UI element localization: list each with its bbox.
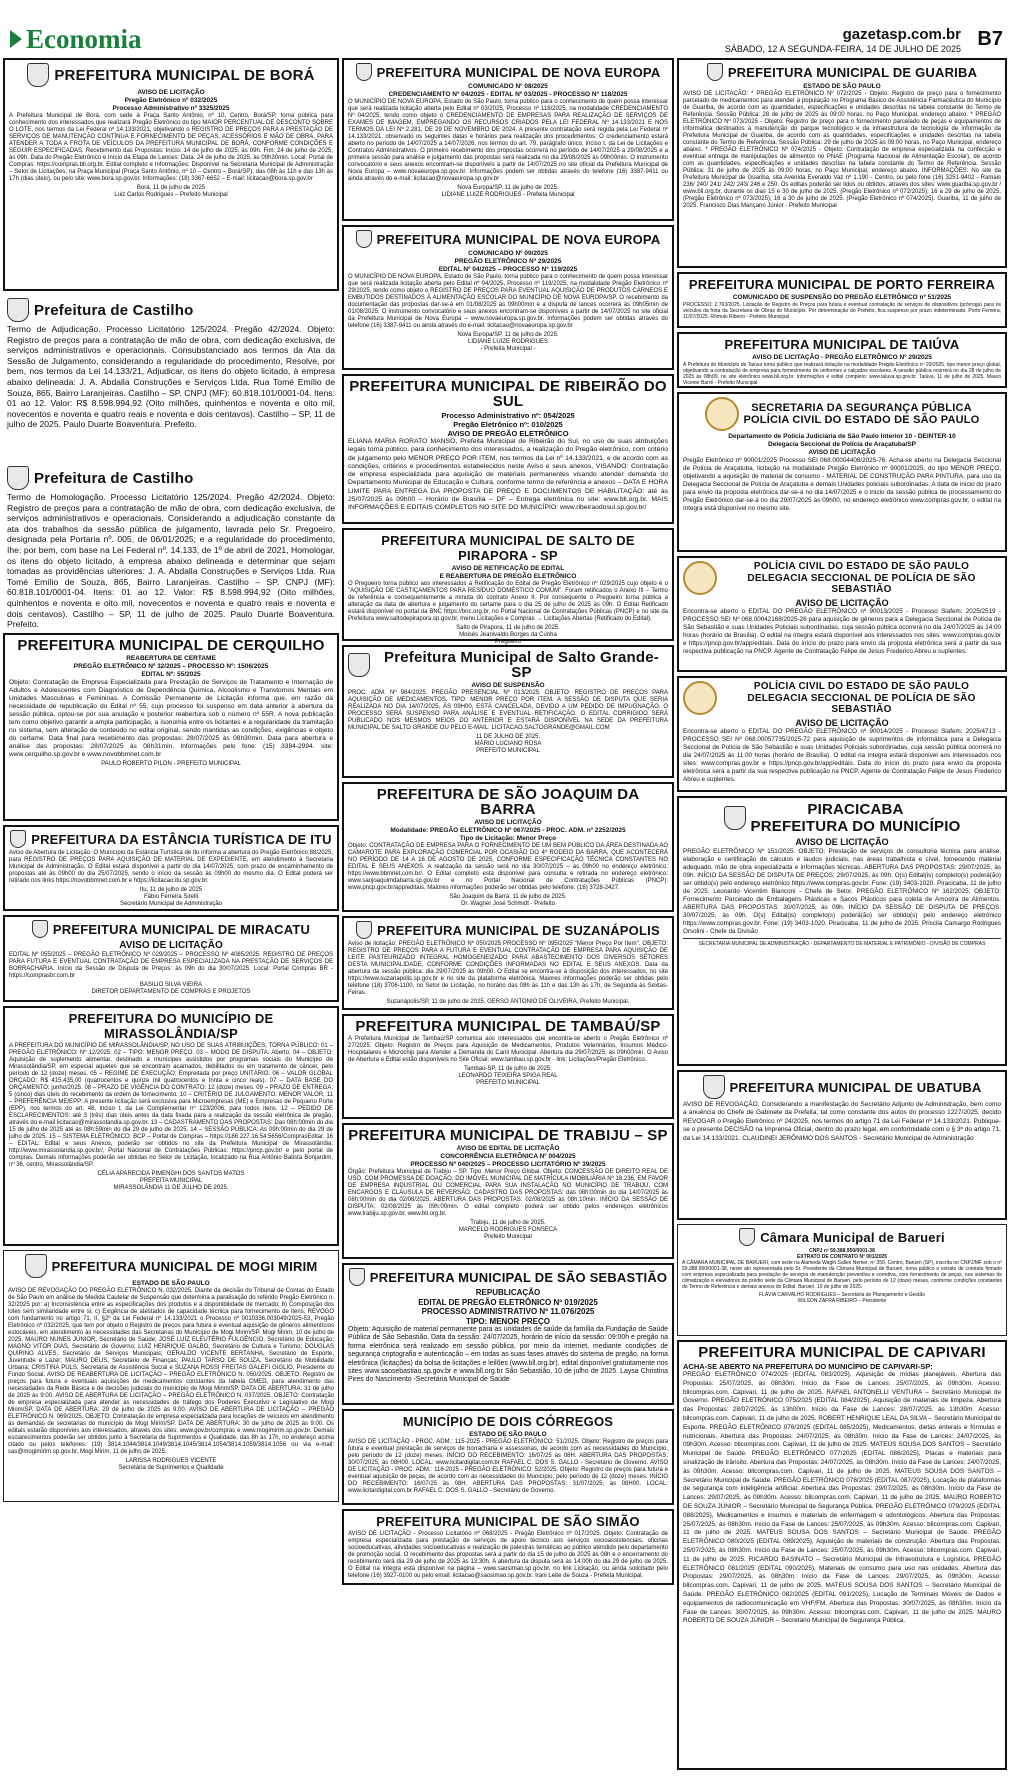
notice-signature: 11 DE JULHO DE 2025. MÁRIO LUCIANO ROSA PREFEITO MUNICIPAL	[474, 734, 542, 754]
notice-title: PREFEITURA MUNICIPAL DE NOVA EUROPA	[348, 63, 668, 81]
notice-body: Aviso de licitação: PREGÃO ELETRÔNICO Nº 050/2025 PROCESSO Nº 095/2025 "Menor Preço Por Item". OBJETO: REGISTRO DE PREÇOS PARA A FUTURA E EVENTUAL CONTRATAÇÃO DE EMPRESA PARA AQUISIÇÃO DE LEITE PASTEURIZADO INTEGRAL HOMOGENEIZADO PARA ABASTECIMENTO DOS DIVERSOS SETORES DESTA MUNICIPALIDADE, CONFORME CONDIÇÕES INFORMADAS NO EDITAL E SEUS ANEXOS. Data da abertura da sessão pública: dia 29/07/2025 às 09h00. O Edital se encontra-se à disposição dos interessados, no site https://www.suzanapolis.sp.gov.br e no site da plataforma eletrônica. Maiores informações poderão ser obtidas pelo telefone (18) 3706-1100, no Setor de Licitação, no horário das 08h às 11h e das 13h às 17h, de Segunda às Sextas-Feiras.	[348, 941, 668, 996]
notice-subtitle: COMUNICADO Nº 09/2025 PREGÃO ELETRÔNICO Nº 29/2025 EDITAL Nº 04/2025 – PROCESSO Nº 119/2025	[438, 250, 578, 273]
notice-castilho-adjudicacao	[3, 295, 339, 459]
notice-body: A Prefeitura Municipal de Borá, com sede à Praça Santo Antônio, nº 10, Centro, Borá/SP, torna pública para conhecimento dos interessados que realizará Pregão Eletrônico do tipo MAIOR PERCENTUAL DE DESCONTO SOBRE O LOTE, nos termos da Lei Federal nº 14.133/2021, objetivando o REGISTRO DE PREÇOS PARA A PRESTAÇÃO DE SERVIÇOS DE MANUTENÇÃO CONTÍNUA E FORNECIMENTO DE PEÇAS, ACESSÓRIOS E MÃO DE OBRA, PARA ATENDER A TODA A FROTA DE VEÍCULOS DA PREFEITURA MUNICIPAL DE BORÁ, CONFORME CONDIÇÕES E SEGUIR ESPECIFICADAS. Recebimento das Propostas: Início: 14 de julho de 2025, às 09h. Fim: 24 de julho de 2025, às 09h. Data do Pregão Eletrônico e Início da Etapa de Lances: Data: 24 de julho de 2025, às 09h30min. Local: Portal de Compras: https://compras.bll.org.br. Edital completo e Informações: Disponível na Secretaria Municipal de Administração – Setor de Licitações, na Praça Municipal (Praça Santo Antônio, nº 10 – Centro – Borá/SP), das 08h às 11h e das 13h às 17h (dias úteis), ou pelo site: www.bora.sp.gov.br. Informações: (18) 3367-6652 – E-mail: licitacao@bora.sp.gov.br	[9, 113, 333, 182]
notice-signature: LARISSA RODRIGUES VICENTE Secretária de Suprimentos e Qualidade	[118, 1458, 224, 1471]
coat-of-arms-icon	[356, 230, 372, 248]
notice-body: A Prefeitura do Município de Taiúva torna público que realizará licitação na modalidade Pregão Eletrônico nº 29/2025, tipo menor preço global, objetivando a contratação de empresa para fornecimento de uniformes e calçados escolares. A sessão pública ocorrerá no dia 28 de julho de 2025 às 08h00, no site eletrônico www.bll.org.br. Informações e edital completo: www.taiuva.sp.gov.br. Taiúva, 11 de julho de 2025. Mauro Vicente Barrê - Prefeito Municipal	[683, 362, 1001, 386]
coat-of-arms-icon	[27, 63, 49, 87]
police-badge-icon	[705, 397, 739, 431]
notice-subtitle: Departamento de Polícia Judiciária de São Paulo Interior 10 - DEINTER-10 Delegacia Seccional de Polícia de Araçatuba/SP AVISO DE LICITAÇÃO	[728, 433, 956, 456]
notice-signature: PAULO ROBERTO PILON - PREFEITO MUNICIPAL	[101, 761, 241, 767]
notice-subtitle: AVISO DE LICITAÇÃO Modalidade: PREGÃO ELETRÔNICO Nº 067/2025 - PROC. ADM. nº 2252/2025 Tipo de Licitação: Menor Preço	[390, 819, 626, 842]
notice-title: PREFEITURA DA ESTÂNCIA TURÍSTICA DE ITU	[9, 830, 333, 848]
notice-body: Órgão: Prefeitura Municipal de Trabiju – SP. Tipo: Menor Preço Global. Objeto: CONCESSÃO DE DIREITO REAL DE USO, COM PROMESSA DE DOAÇÃO, DO IMÓVEL MUNICIPAL DE MATRÍCULA IMOBILIÁRIA Nº 18.236, EM FAVOR DE EMPRESA INDUSTRIAL OU COMERCIAL PARA SUA INSTALAÇÃO NO MUNICÍPIO DE TRABIJU, COM ENCARGOS E CLÁUSULA DE REVERSÃO. CADASTRO DAS PROPOSTAS: das 08h:00min do dia 14/07/2025 às 08h:00min do dia 02/08/2025. ABERTURA DAS PROPOSTAS: 02/08/2025 às 08h:10min. INÍCIO DA SESSÃO DE DISPUTA: 02/08/2025 às 09h:00min. O edital completo poderá ser obtido pelos endereços eletrônicos www.trabiju.sp.gov.br, www.bll.org.br.	[348, 1169, 668, 1217]
coat-of-arms-icon	[7, 466, 29, 490]
divider	[683, 938, 1001, 939]
notice-salto-grande	[342, 645, 674, 778]
notice-title: PREFEITURA MUNICIPAL DE SÃO SEBASTIÃO	[348, 1268, 668, 1286]
coat-of-arms-icon	[356, 63, 372, 81]
notice-signature: Itu, 11 de julho de 2025 Fábio Ferreira Sirelli Secretário Municipal de Administração	[119, 887, 223, 907]
notice-subtitle: AVISO DE EDITAL DE LICITAÇÃO CONCORRÊNCIA ELETRÔNICA Nº 004/2025 PROCESSO Nº 040/2025 – PROCESSO LICITATÓRIO Nº 39/2025	[410, 1145, 606, 1168]
notice-title: PREFEITURA MUNICIPAL DE GUARIBA	[683, 63, 1001, 81]
notice-title: Câmara Municipal de Barueri	[682, 1228, 1002, 1246]
notice-ubatuba	[677, 1070, 1007, 1220]
notice-body: PREGÃO ELETRÔNICO Nº 151/2025. OBJETO: Prestação de serviços de consultoria técnica para análise, elaboração e certificação de cálculos e laudos judiciais, nas áreas trabalhista e cível, fornecendo material adequado, mão de obra especializada e informações técnicas. ABERTURA DAS PROPOSTAS: 29/07/2025, às 09h. INÍCIO DA SESSÃO DE DISPUTA DE PREÇOS: 29/07/2025, às 09h. O(s) Edital(is) completo(s) poderá(ão) ser obtido(s) pelo endereço eletrônico https://www.compras.gov.br. Fone: (19) 3403-1020. Piracicaba, 11 de julho de 2025. Leonardo Vicentim Bianconi - Chefe de Setor. PREGÃO ELETRÔNICO Nº 162/2025. OBJETO: Fornecimento Parcelado de Embalagens Plásticas e Sacos Plásticos para coleta de Amostra de Alimentos. ABERTURA DAS PROPOSTAS: 30/07/2025, às 09h. INÍCIO DA SESSÃO DE DISPUTA DE PREÇOS: 30/07/2025, às 09h. O(s) Edital(is) completo(s) poderá(ão) ser obtido(s) pelo endereço eletrônico https://www.compras.gov.br. Fone: (19) 3403-1020. Piracicaba, 11 de julho de 2025. Priscila Camargo Rodrigues Orsolini - Chefe da Divisão	[683, 848, 1001, 935]
coat-of-arms-icon	[724, 806, 746, 830]
notice-signature: Borá, 11 de julho de 2025 Luiz Carlos Rodrigues – Prefeito Municipal	[114, 185, 228, 198]
notice-subtitle: COMUNICADO Nº 08/2025 CREDENCIAMENTO Nº 04/2025 - EDITAL Nº 03/2025 - PROCESSO Nº 118/2025	[388, 83, 628, 98]
notice-miracatu	[3, 915, 339, 1002]
notice-body: ELIANA MARIA RORATO MANSO, Prefeita Municipal de Ribeirão do Sul, no uso de suas atribuições legais torna público, para conhecimento dos interessados, a realização do Pregão eletrônico, com critério de julgamento pelo MENOR PREÇO POR ITEM, nos termos da Lei nº 14.133/2021, e de acordo com as condições, critérios e procedimentos estabelecidos neste Aviso e seus anexos, VISANDO: Contratação de empresa especializada para aquisição de materiais permanentes visando atender demanda do Departamento Municipal de Educação e Cultura, conforme termo de referência e anexos – DATA E HORA LIMITE PARA ENTREGA DA PROPOSTA DE PREÇO E DOCUMENTOS DE HABILITAÇÃO: até às 25/07/2025 às 09h00 – Horário de Brasília – DF – Entrega eletrônica no site: www.bll.org.br. MAIS INFORMAÇÕES E EDITAIS COMPLETOS NO SITE DO MUNICÍPIO: www.ribeiraodosul.sp.gov.br/	[348, 438, 668, 512]
notice-subtitle: AVISO DE SUSPENSÃO	[471, 682, 545, 689]
notice-dois-corregos	[342, 1409, 674, 1505]
notice-title: PIRACICABA PREFEITURA DO MUNICÍPIO	[683, 801, 1001, 835]
notice-policia-sao-sebastiao-2	[677, 676, 1007, 792]
page-number: B7	[977, 28, 1003, 50]
notice-subtitle: AVISO DE LICITAÇÃO	[795, 597, 889, 608]
notice-title: PREFEITURA MUNICIPAL DE BORÁ	[9, 63, 333, 87]
notice-title: PREFEITURA MUNICIPAL DE SALTO DE PIRAPORA - SP	[381, 533, 635, 563]
notice-signature: Suzanápolis/SP, 11 de julho de 2025. GERSO ANTONIO DE OLIVEIRA, Prefeito Municipal.	[386, 999, 630, 1005]
notice-title: PREFEITURA MUNICIPAL DE TRABIJU – SP	[348, 1127, 668, 1144]
notice-ribeirao-do-sul	[342, 374, 674, 524]
coat-of-arms-icon	[32, 920, 48, 938]
notice-signature: Nova Europa/SP, 11 de julho de 2025. LIDIANE LUIZE RODRIGUES - Prefeita Municipal	[441, 185, 575, 198]
notice-subtitle: AVISO DE LICITAÇÃO Pregão Eletrônico nº 032/2025 Processo Administrativo nº 3325/2025	[112, 89, 230, 112]
notice-body: A PREFEITURA DO MUNICÍPIO DE MIRASSOLÂNDIA/SP, NO USO DE SUAS ATRIBUIÇÕES, TORNA PÚBLICO: 01 – PREGÃO ELETRÔNICO: Nº 12/2025. 02 – TIPO: MENOR PREÇO. 03 – MODO DE DISPUTA: Aberto. 04 – OBJETO: Aquisição de suplemento alimentar, destinado a munícipes assistidos por programas sociais do Município de Mirassolândia/SP, em especial aqueles que se encontram acamados, debilitados ou em tratamento de câncer, pelo período de 12 (doze) meses. 05 – REGIME DE EXECUÇÃO: Empreitada por preço UNITÁRIO. 06 – VALOR GLOBAL ORÇADO: R$ 415.435,00 (quatrocentos e quinze mil quatrocentos e trinta e cinco reais). 07 – DATA BASE DO ORÇAMENTO: junho/2025. 08 – PRAZO DE VIGÊNCIA DO CONTRATO: 12 (doze) meses. 09 – PRAZO DE ENTREGA: 5 (cinco) dias úteis do recebimento da ordem de fornecimento. 10 – CRITÉRIO DE JULGAMENTO: MENOR VALOR. 11 – PREFERÊNCIA ME/EPP: A presente licitação será exclusiva para Microempresas (ME) e Empresas de Pequeno Porte (EPP), nos termos do art. 48, inciso I, da Lei Complementar nº 123/2006, para todos itens. 12 – PEDIDO DE ESCLARECIMENTOS: até 3 (três) dias úteis antes da data fixada para a realização da sessão eletrônica de pregão, através do e-mail licitacao@mirassolandia.sp.gov.br. 13 – CADASTRAMENTO DAS PROPOSTAS: Das 08h:00min do dia 15 de julho de 2025 até as 08h:59min do dia 29 de julho de 2025. 14 – SESSÃO PÚBLICA: As 09h:00min do dia 29 de julho de 2025. 15 – SISTEMA ELETRÔNICO: BCP – Portal de Compras – https://186.227.16.54:5656/ComprasEditar. 16 – EDITAL: Edital e seus Anexos, poderão ser obtidos no site da Prefeitura Municipal de Mirassolândia: http://www.mirassolandia.sp.gov.br/, Portal Nacional de Contratações Públicas: https://pncp.gov.br/ e pelo portal de compras. Demais informações poderão ser obtidas no Setor de Licitação, localizado na Rua Antônio Batista Bonjardim, nº 36, centro, Mirassolândia/SP.	[9, 1043, 333, 1168]
notice-title: Prefeitura Municipal de Salto Grande-SP	[348, 650, 668, 680]
notice-policia-aracatuba	[677, 392, 1007, 552]
notice-sao-sebastiao	[342, 1263, 674, 1405]
notice-suzanapolis	[342, 916, 674, 1010]
notice-subtitle: COMUNICADO DE SUSPENSÃO DO PREGÃO ELETRÔNICO nº 51/2025	[732, 294, 952, 301]
notice-itu	[3, 825, 339, 911]
notice-subtitle: REPUBLICAÇÃO EDITAL DE PREGÃO ELETRÔNICO Nº 019/2025 PROCESSO ADMINISTRATIVO Nº 11.076/2025 TIPO: MENOR PREÇO	[418, 1288, 598, 1326]
notice-mirassolandia	[3, 1006, 339, 1246]
notice-body: AVISO DE LICITAÇÃO: * PREGÃO ELETRÔNICO Nº 072/2025 - Objeto: Registro de preço para o fornecimento parcelado de medicamentos para atender à população no Programa Básico de Assistência Farmacêutica do Município de Guariba, de acordo com as quantidades, especificações e unidades descritas na tabela constante do Termo de Referência. Sessão Pública: 28 de julho de 2025 às 09:00 horas, no Paço Municipal, endereço abaixo. * PREGÃO ELETRÔNICO Nº 073/2025 - Objeto: Registro de preço para o fornecimento parcelado de peças e equipamentos de informática destinados à manutenção do parque tecnológico e da infraestrutura de tecnologia de informação da Prefeitura Municipal de Guariba, de acordo com as quantidades, especificações e unidades descritas na tabela constante do Termo de Referência. Sessão Pública: 29 de julho de 2025 às 09:00 horas, no Paço Municipal, endereço abaixo. * PREGÃO ELETRÔNICO Nº 074/2025 - Objeto: Contratação de empresa especializada na confecção e eventual entrega de manipulações de alimentos no PNAE (Programa Nacional de Alimentação Escolar), de acordo com as quantidades, especificações e unidades descritas na tabela constante do Termo de Referência. Sessão Pública: 31 de julho de 2025 às 09:00 horas, no Paço Municipal, endereço abaixo. INFORMAÇÕES: No site da Prefeitura Municipal de Guariba, sita Avenida Everaldo Vaz nº 1.190 - Centro, ou pelo fone (16) 3251-9402 - Ramais 236/ 240/ 241/ 242/ 243/ 246 e 250. Os editais poderão ser lidos ou obtidos, através dos sites: www.guariba.sp.gov.br / www.bll.org.br, durante os dias 15 e 30 de julho de 2025. (Pregão Eletrônico nº 072/2025); 16 a 29 de julho de 2025. (Pregão Eletrônico nº 073/2025); 16 a 30 de julho de 2025. (Pregão Eletrônico nº 074/2025). Guariba, 11 de julho de 2025. Francisco Dias Mançano Júnior - Prefeito Municipal	[683, 91, 1001, 209]
notice-body: AVISO DE REVOGAÇÃO. Considerando a manifestação do Secretário Adjunto de Administração, bem como a anuência do Chefe de Gabinete da Prefeita, tal como constante dos autos do processo 1227/2025, decido REVOGAR o Pregão Eletrônico nº 24/2025, nos termos do artigo 71 da Lei Federal nº 14.133/2021. Publique-se o presente DECISÃO na Imprensa Oficial, dentro do prazo legal, em conformidade com o § 3º do artigo 71, da Lei 14.133/2021. CLAUDINEI JERÔNIMO DOS SANTOS - Secretário Municipal de Administração	[683, 1101, 1001, 1142]
coat-of-arms-icon	[707, 63, 723, 81]
notice-title: PREFEITURA MUNICIPAL DE SÃO SIMÃO	[376, 1514, 640, 1529]
coat-of-arms-icon	[356, 921, 372, 939]
notice-bora	[3, 58, 339, 291]
notice-body: Termo de Homologação. Processo Licitatório 125/2024. Pregão 42/2024. Objeto: Registro de preços para a contratação de mão de obra, com dedicação exclusiva, de serviços administrativos e operacionais. Considerando a adjudicação constante da ata dos trabalhos da sessão pública de julgamento, lavrada pelo Sr. Pregoeiro, designada pela Portaria nº. 005, de 06/01/2025; e a regularidade do procedimento, Ihe: por bem, com base na Lei Federal nº. 14.133, de 1º de abril de 2021, Homologar, os itens do objeto licitado, à empresa abaixo delineada e determinar que sejam tomadas as providências ulteriores: J. A. Abdalla Construções e Serviços Ltda. Rua Tomé Emílio de Souza, 865, Bairro Laranjeiras. Castilho – SP. CNPJ (MF): 60.818.101/0001-04. Itens: 01 ao 12. Valor: R$ 8.598.994,92 (Oito milhões, quinhentos e noventa e oito mil, novecentos e noventa e quatro reais e noventa e dois centavos). Castilho – SP, 11 de julho de 2025. Paulo Duarte Boaventura. Prefeito.	[7, 492, 335, 630]
notice-title: PREFEITURA MUNICIPAL DE CERQUILHO	[17, 637, 325, 654]
notice-signature: São Joaquim da Barra, 11 de julho de 2025. Dr. Wagner José Schmidt - Prefeito	[449, 894, 567, 907]
notice-title: MUNICÍPIO DE DOIS CÓRREGOS	[402, 1414, 614, 1429]
notice-title: PREFEITURA MUNICIPAL DE CAPIVARI	[698, 1344, 986, 1361]
notice-subtitle: REABERTURA DE CERTAME PREGÃO ELETRÔNICO Nº 32/2025 – PROCESSO Nº: 1506/2025 EDITAL Nº: 55/2025	[73, 655, 269, 678]
notice-cerquilho	[3, 633, 339, 821]
notice-subtitle: AVISO DE LICITAÇÃO - PREGÃO ELETRÔNICO Nº 29/2025	[752, 354, 932, 361]
notice-title: PREFEITURA DE SÃO JOAQUIM DA BARRA	[376, 786, 640, 818]
notice-subtitle: Processo Administrativo nº: 054/2025 Pregão Eletrônico nº: 010/2025 AVISO DE PREGÃO ELETRÔNICO	[441, 411, 575, 438]
notice-body: A Prefeitura Municipal de Tambaú/SP comunica aos interessados que encontra-se aberto o Pregão Eletrônico nº 27/2025. Objeto: Registro de Preços para Aquisição de Medicamentos, Produtos Veterinários, Insumos Médico-Hospitalares e Microchip para Atender a Demanda do Canil Municipal. Abertura dia 29/07/2025, às 09h00min. O Aviso de Abertura e Edital estão disponíveis no Site Oficial: www.tambau.sp.gov.br - link: Licitações/Pregão Eletrônico.	[348, 1036, 668, 1063]
notice-sao-joaquim-da-barra	[342, 782, 674, 912]
notice-guariba	[677, 58, 1007, 268]
notice-body: O MUNICÍPIO DE NOVA EUROPA, Estado de São Paulo, torna público para o conhecimento de quem possa interessar que será realizada licitação aberta pelo Edital nº 04/2025, Processo nº 119/2025, na modalidade Pregão Eletrônico nº 29/2025, tendo como objeto o REGISTRO DE PREÇOS PARA EVENTUAL AQUISIÇÃO DE PRODUTOS CÁRNEOS E EMBUTIDOS DESTINADOS À ALIMENTAÇÃO ESCOLAR DO MUNICÍPIO DE NOVA EUROPA/SP. O recebimento da documentação das propostas dar-se-á em 01/08/2025 às 09h00min e a disputa de lances ocorrerá às 09h05min de 01/08/2025. O instrumento convocatório e seus anexos encontram-se disponíveis a partir de 14/07/2025 no site oficial da Prefeitura Municipal de Nova Europa – www.novaeuropa.sp.gov.br. Informações podem ser obtidas através do telefone (16) 3387-9411 ou ainda através do e-mail: licitacao@novaeuropa.sp.gov.br	[348, 274, 668, 329]
column-3	[677, 58, 1007, 1774]
notice-body: Encontra-se aberto o EDITAL DO PREGÃO ELETRÔNICO nº 90014/2025 - Processo Siafem: 2025/4713 - PROCESSO SEI Nº 068.00057735/2025-72 para aquisição de suprimentos de informática para a Delegacia Seccional de Polícia de São Sebastião e suas Unidades Policiais subordinadas, cuja sessão pública ocorrerá no dia 24/07/2025 às 11:00 horas (horário de Brasília). O edital na íntegra estará disponível aos interessados nos sites: www.compras.gov.br e https://pncp.gov.br/app/editais. Data do início do prazo para envio da proposta eletrônica será a partir da sua respectiva publicação na PNCP. Agente de Contratação Felipe de Jesus Frederico Abreu e suplentes.	[683, 727, 1001, 783]
column-1	[3, 58, 339, 1506]
coat-of-arms-icon	[739, 1228, 755, 1246]
notice-body: AVISO DE LICITAÇÃO - Processo Licitatório nº 068/2025 - Pregão Eletrônico nº 017/2025. Objeto: Contratação de empresa especializada para prestação de serviços de apoio técnico aos serviços socioassistenciais, oficinas socioeducativas, atividades socioeducativas e realização de palestras temáticas ao público atendido pelo departamento de promoção social. O recebimento das propostas será a partir do dia 15 de julho de 2025 às 08h e o encerramento do recebimento será dia 29 de julho de 2025 às 13:30h. A abertura da disputa será às 14:00h do dia 29 de julho de 2025. O Edital na íntegra está disponível na página – www.saosimao.sp.gov.br, no link Licitação, ou ainda solicitado pelo telefone (16) 3927-0100 ou pelo email: licitacao@saosimao.sp.gov.br. Irani Leite de Souza - Prefeita Municipal.	[348, 1531, 668, 1579]
notice-signature: CÉLIA APARECIDA PIMENGHI DOS SANTOS MATOS PREFEITA MUNICIPAL MIRASSOLÂNDIA 11 DE JULHO DE 2025.	[97, 1171, 245, 1191]
notice-title: PREFEITURA MUNICIPAL DE NOVA EUROPA	[348, 230, 668, 248]
notice-title: PREFEITURA MUNICIPAL DE UBATUBA	[683, 1075, 1001, 1099]
notice-title: PREFEITURA MUNICIPAL DE TAIÚVA	[724, 337, 960, 352]
notice-subtitle: ESTADO DE SÃO PAULO	[132, 1280, 210, 1287]
notice-title: PREFEITURA DO MUNICÍPIO DE MIRASSOLÂNDIA/SP	[68, 1011, 274, 1041]
notice-sao-simao	[342, 1509, 674, 1585]
notice-signature: FLÁVIA CARVALHO RODRIGUES – Secretária de Planejamento e Gestão WILSON ZAFRA RIBEIRO – Presidente	[758, 1292, 925, 1304]
notice-title: Prefeitura de Castilho	[7, 466, 335, 490]
notice-nova-europa-1	[342, 58, 674, 221]
notice-subtitle: CNPJ nº 59.388.950/0001-38 EXTRATO DE CONTRATO Nº 001/2025	[796, 1248, 888, 1260]
notice-title: PREFEITURA MUNICIPAL DE MOGI MIRIM	[8, 1254, 334, 1278]
edition-date: SÁBADO, 12 A SEGUNDA-FEIRA, 14 DE JULHO DE 2025	[724, 44, 961, 54]
notice-body: O MUNICÍPIO DE NOVA EUROPA, Estado de São Paulo, torna público para o conhecimento de quem possa interessar que será realizada licitação aberta pelo Edital nº 03/2025, Processo nº 118/2025, na modalidade CREDENCIAMENTO Nº 04/2025, tendo como objeto o CREDENCIAMENTO DE EMPRESAS PARA REALIZAÇÃO DE SERVIÇOS DE EXAMES DE IMAGEM, EMPREGANDO OS RECURSOS CRIADOS PELA LEI FEDERAL Nº 14.133/2021 E NOS TERMOS DA LEI Nº 2.281, DE 29 DE NOVEMBRO DE 2024. A presente contratação será regida pela Lei Federal nº 14.133/2021, observado os seguintes datas e horários para realização dos procedimentos: O credenciamento estará aberto no período de 14/07/2025 a 14/07/2026, nos termos do art. 79, parágrafo único, inciso I, da Lei de Licitações e Contratos Administrativos. O primeiro recebimento dos propostas ocorrerá no período de 14/07/2025 a 29/08/2025 e a primeira sessão para análise e julgamento das propostas será realizada no dia 29/08/2025 às 09h00min. O instrumento convocatório e seus anexos encontram-se disponíveis a partir de 14/07/2025 no site oficial da Prefeitura Municipal de Nova Europa – www.novaeuropa.sp.gov.br. Informações podem ser obtidas através do telefone (16) 3387-9411 ou ainda através do e-mail: licitacao@novaeuropa.sp.gov.br	[348, 99, 668, 182]
notice-subtitle: ESTADO DE SÃO PAULO	[803, 83, 881, 90]
section-arrow-icon	[10, 30, 22, 48]
coat-of-arms-icon	[25, 1254, 47, 1278]
notice-tambau	[342, 1014, 674, 1119]
notice-body: O Pregoeiro torna público aos interessados a Retificação do Edital de Pregão Eletrônico nº 029/2025 cujo objeto é o "AQUISIÇÃO DE CASTIÇAMENTOS PARA RESÍDUO DOMÉSTICO COMUM". Foram retificados o Anexo III – Termo de referência e consequentemente a minuta do contrato Anexo II. Por consequente o Pregoeiro torna pública a alteração da data de abertura e julgamento do certame para o dia 25 de julho de 2025 às 09h. O Edital Retificado estará disponível no portal da BNC https://bnc.org.br, no Portal Nacional de Contratações Públicas (PNCP) e no site da Prefeitura www.saltodepirapora.sp.gov.br, menu Licitações e Compras → Licitações Abertas (Retificado do Edital).	[348, 581, 668, 622]
coat-of-arms-icon	[349, 1268, 365, 1286]
police-badge-icon	[683, 561, 717, 595]
column-2	[342, 58, 674, 1589]
notice-title: PREFEITURA MUNICIPAL DE PORTO FERREIRA	[688, 277, 996, 292]
notice-body: Objeto: Contratação de Empresa Especializada para Prestação de Serviços de Tratamento e Internação de Adultos e Adolescentes com Diagnóstico de Dependência Química, Alcoolismo e Transtornos Mentais em Unidades Masculinas e Femininas. A Comissão Permanente de Licitação informa que, em razão da necessidade de republicação do Edital nº 55, cujo processo foi suspenso em data anterior à abertura da sessão pública, optou-se por sua anulação e posterior reabertura sob o número nº 55R. A nova publicação tem como objetivo garantir a ampla participação, a isonomia entre os licitantes e a regularidade da tramitação no sistema, sem alteração de conteúdo no edital original, sendo mantidas as condições, exigências e objeto do certame. Data final para recebimento das propostas: 28/07/2025 às 08h30min. Data para abertura e análise das propostas: 28/07/2025 às 08h31min. Informações pelo fone: (15) 3384-2994. site: www.cerquilho.sp.gov.br e www.novobbmnet.com.br	[9, 679, 333, 758]
page-header	[0, 0, 1011, 54]
site-url[interactable]: gazetasp.com.br	[842, 26, 961, 43]
notice-nova-europa-2	[342, 225, 674, 370]
notice-subtitle: AVISO DE RETIFICAÇÃO DE EDITAL E REABERTURA DE PREGÃO ELETRÔNICO	[439, 565, 577, 580]
notice-castilho-homologacao	[3, 463, 339, 629]
notice-capivari	[677, 1340, 1007, 1770]
notice-mogi-mirim	[3, 1250, 339, 1502]
notice-subtitle: AVISO DE LICITAÇÃO	[795, 717, 889, 728]
notice-title: POLÍCIA CIVIL DO ESTADO DE SÃO PAULO DELEGACIA SECCIONAL DE POLÍCIA DE SÃO SEBASTIÃO	[683, 561, 1001, 596]
notice-trabiju	[342, 1123, 674, 1259]
coat-of-arms-icon	[703, 1075, 725, 1099]
notice-subtitle: AVISO DE LICITAÇÃO	[795, 837, 889, 847]
coat-of-arms-icon	[348, 653, 370, 677]
notice-title: PREFEITURA MUNICIPAL DE TAMBAÚ/SP	[355, 1018, 661, 1035]
coat-of-arms-icon	[10, 830, 26, 848]
notice-footer: SECRETARIA MUNICIPAL DE ADMINISTRAÇÃO - DEPARTAMENTO DE MATERIAL E PATRIMÔNIO - DIVISÃO DE COMPRAS	[698, 941, 986, 947]
notice-body: Encontra-se aberto o EDITAL DO PREGÃO ELETRÔNICO nº 90013/2025 - Processo Siafem: 2025/2519 - PROCESSO SEI Nº 068.00042168/2025-26 para aquisição de gêneros para a Delegacia Seccional de Polícia de São Sebastião e suas Unidades Policiais subordinadas, cuja sessão pública ocorrerá no dia 24/07/2025 às 14:00 horas (horário de Brasília). O edital na íntegra estará disponível aos interessados nos sites: www.compras.gov.br e https://pncp.gov.br/app/editais. Data do início do prazo para envio da proposta eletrônica será a partir da sua respectiva publicação na PNCP. Agente de Contratação Felipe de Jesus Frederico Abreu e suplentes.	[683, 607, 1001, 655]
notice-signature: BASILIO SILVA VIEIRA DIRETOR DEPARTAMENTO DE COMPRAS E PROJETOS	[91, 982, 251, 995]
notice-body: Pregão Eletrônico nº 90001/2025 Processo SEI 068.00004408/2025-76. Acha-se aberto na Delegacia Seccional de Polícia de Araçatuba, licitação na modalidade Pregão Eletrônico nº 90001/2025, do tipo MENOR PREÇO, objetivando a aquisição de material de consumo - MATERIAL DE CONSTRUÇÃO PARA PINTURA, para uso da Delegacia Seccional de Polícia de Araçatuba e demais Unidades policiais subordinadas. A data de início do prazo para envio da proposta eletrônica dar-se-á no dia 14/07/2025 e o início da sessão pública de processamento do Pregão Eletrônico dar-se-á no dia 29/07/2025 às 09h00, no endereço eletrônico www.compras.gov.br, o edital na íntegra está disponível no mesmo site.	[683, 457, 1001, 512]
notice-subtitle: AVISO DE LICITAÇÃO	[119, 940, 223, 951]
notice-body: Termo de Adjudicação. Processo Licitatório 125/2024. Pregão 42/2024. Objeto: Registro de preços para a contratação de mão de obra, com dedicação exclusiva, de serviços administrativos e operacionais. Consubstanciado aos termos da Ata da Sessão de Julgamento, considerando a regularidade do procedimento, Resolve, por bem, nos termos da Lei 14.133/21, Adjudicar, os itens do objeto licitado, à empresa abaixo delineada: J. A. Abdalla Construções e Serviços Ltda. Rua Tomé Emílio de Souza, 865, Bairro Laranjeiras. Castilho – SP. CNPJ (MF): 60.818.101/0001-04. Itens: 01 ao 12. Valor: R$ 8.598.994,92 (Oito milhões, quinhentos e noventa e oito mil, novecentos e noventa e quatro reais e noventa e dois centavos). Castilho – SP, 11 de julho de 2025. Paulo Duarte Boaventura. Prefeito.	[7, 324, 335, 430]
notice-camara-barueri	[677, 1224, 1007, 1336]
notice-signature: Tambaú-SP, 11 de julho de 2025. LEONARDO TEIXEIRA SPIGA REAL PREFEITO MUNICIPAL	[458, 1066, 558, 1086]
notice-body: A CÂMARA MUNICIPAL DE BARUERI, com sede na Alameda Wagih Salles Nemer, nº 356, Centro, Barueri (SP), inscrita no CNPJ/MF sob o nº 59.388.950/0001-38, neste ato representada pelo Sr. Presidente da Câmara Municipal de Barueri, torna público o extrato de contrato firmado com empresa especializada para prestação de serviços de manutenção preventiva e corretiva, com fornecimento de peças, nos sistemas de climatização e elevadores do prédio sede da Câmara Municipal de Barueri, pelo período de 12 (doze) meses, conforme condições constantes do Termo de Referência e demais anexos do Edital. Barueri, 10 de julho de 2025.	[682, 1260, 1002, 1290]
notice-body: AVISO DE REVOGAÇÃO DO PREGÃO ELETRÔNICO N. 032/2025. Diante da decisão do Tribunal de Contas do Estado de São Paulo em análise de Medida Cautelar de Suspensão que determina a paralisação do referido Pregão Eletrônico n. 32/2025 por: a) Inconsistência entre as especificações dos produtos e a disponibilidade de mercado; b) Composição dos lotes sem similaridade entre si; c) Exigência de atestados de capacidade técnica para fornecimento de itens, REVOGO com fundamento no artigo 71, II, §2º da Lei Federal nº 14.133/2021 o Processo nº 0010336.003049/2025-53, Pregão Eletrônico nº 032/2025, que tem por objeto o Registro de preços para futura e eventual aquisição de gêneros alimentícios estocáveis, em atendimento às necessidades das Secretarias do Município de Mogi Mirim/SP. Mogi Mirim, 10 de julho de 2025. MAURO NUNES JÚNIOR, Secretário de Saúde; JOSÉ LUIZ ELEUTÉRIO FULGÊNCIO, Secretário de Educação; MAGNO VITOR DIAS, Secretário de Governo; LUIZ HENRIQUE GALBO, Secretário de Cultura e Turismo; DOUGLAS QUIRINO ALVES, Secretário de Serviços Municipais; GERALDO VICENTE BERTANHA, Secretário de Esporte, Juventude e Lazer; MAURO DEUS, Secretário de Finanças; PAULO TARSO DE SOUZA, Secretário de Mobilidade Urbana; CRISTINA PULS, Secretária de Assistência Social e SUZANA ROSSI FREITAS GALEFI GIGLIO, Presidente do Fundo Social. AVISO DE REABERTURA DE LICITAÇÃO – PREGÃO ELETRÔNICO N. 050/2025. OBJETO: Registro de preços para futura e eventuais aquisições de medicamentos constantes da tabela CMED, para atendimento das necessidades da Rede Básica e de decisões judiciais do município de Mogi Mirim/SP. DATA DE ABERTURA: 31 de julho de 2025 às 9:00. AVISO DE ABERTURA DE LICITAÇÃO – PREGÃO ELETRÔNICO N. 037/2025. OBJETO: Contratação de empresa especializada para atender às necessidades de tráfego dos Poderes Executivo e Legislativo de Mogi Mirim/SP. DATA DE ABERTURA: 29 de julho de 2025 às 9:00. AVISO DE ABERTURA DE LICITAÇÃO – PREGÃO ELETRÔNICO N. 069/2025. OBJETO: Contratação de empresa especializada para locações de veículos em atendimento às demandas de secretarias do município de Mogi Mirim/SP. DATA DE ABERTURA: 30 de julho de 2025 às 9:00. Os editais estarão disponíveis aos interessados, através dos sites: www.gov.br/compras e www.mogimirim.sp.gov.br. Demais esclarecimentos poderão ser obtidos junto à Secretaria de Suprimentos e Qualidade, das 8h às 17h, no endereço acima citado ou pelos telefones: (19) 3814.1044/3814.1049/3814.1045/3814.1054/3814.1059/3814.1056 ou via e-mail: sas@mogimirim.sp.gov.br. Mogi Mirim, 11 de julho de 2025.	[8, 1288, 334, 1455]
notice-piracicaba	[677, 796, 1007, 1066]
notice-signature: Nova Europa/SP, 11 de julho de 2025. LIDIANE LUIZE RODRIGUES - Prefeita Municipal -	[457, 332, 559, 352]
notice-title: SECRETARIA DA SEGURANÇA PÚBLICA POLÍCIA CIVIL DO ESTADO DE SÃO PAULO	[683, 397, 1001, 431]
notice-salto-de-pirapora	[342, 528, 674, 645]
notice-signature: Salto de Pirapora, 11 de julho de 2025. Moisés Jeanivaldo Borges da Cunha Pregoeiro	[456, 625, 560, 645]
notice-body: Aviso de Abertura de Licitação. O Município da Estância Turística de Itu informa a abertura do Pregão Eletrônico 88/2025, para REGISTRO DE PREÇOS PARA AQUISIÇÃO DE MATERIAL DE EXPEDIENTE, em atendimento à Secretaria Municipal de Administração. O Edital estará disponível a partir do dia 14/07/2025, com prazo de encaminhamento de propostas até às 09h00 do dia 25/07/2025, sendo o início da sessão às 09h00 do mesmo dia. O Edital poderá ser retirado nos links https://novobbmnet.com.br e https://licitacao.itu.sp.gov.br.	[9, 850, 333, 884]
notice-body: PROCESSO: 2.763/2025. Licitação de Registro de Preços para futura e eventual contratação de serviços de dispositivos (prórroga) para os veículos da frota da Secretaria de Obras do Município. Por determinação do Prefeito, fica suspenso por prazo indeterminado. Porto Ferreira, 11/07/2025. Rômulo Ribeiro - Prefeito Municipal	[683, 302, 1001, 320]
notice-taiuva	[677, 332, 1007, 388]
notice-body: AVISO DE LICITAÇÃO - PROC. ADM.: 115-2025 - PREGÃO ELETRÔNICO: 51/2025. Objeto: Registro de preços para futura e eventual prestação de serviços de borracharia e assessorias, de acordo com as necessidades do Município, pelo período de 12 (doze) meses. INÍCIO DO RECEBIMENTO: 16/07/25 às 08H. ABERTURA DAS PROPOSTAS: 30/07/2025, às 08H00. LOCAL: www.licitardigital.com.br RAFAEL C. DOS S. GALLO - Secretário de Governo. AVISO DE LICITAÇÃO - PROC. ADM.: 116-2025 - PREGÃO ELETRÔNICO: 52/2025. Objeto: Registro de preços para futura e eventual aquisição de peças, de acordo com as necessidades do Município, pelo período de 12 (doze) meses. INÍCIO DO RECEBIMENTO: 16/07/25 às 08H. ABERTURA DAS PROPOSTAS: 31/07/2025, às 08H00. LOCAL: www.licitardigital.com.br RAFAEL C. DOS S. GALLO - Secretário de Governo.	[348, 1439, 668, 1494]
notice-title: PREFEITURA MUNICIPAL DE RIBEIRÃO DO SUL	[349, 378, 667, 410]
notice-body: Objeto: Aquisição de material permanente para as unidades de saúde da família da Fundação de Saúde Pública de São Sebastião. Data da sessão: 24/07/2025, horário de início da sessão: 09:00h e pregão na forma eletrônica será realizado em sessão pública, por meio da internet, mediante condições de segurança criptografia e autenticação – em todas as suas fases através do sistema de pregão, na forma eletrônica (licitações) da bolsa de licitações e leilões (www.bll.org.br). edital disponível gratuitamente nos sites www.saosebastiao.sp.gov.br e www.bll.org.br São Sebastião, 10 de julho de 2025. Laysa Christina Pires do Nascimento -Secretária Municipal de Saúde	[348, 1326, 668, 1384]
notice-title: PREFEITURA MUNICIPAL DE SUZANÁPOLIS	[348, 921, 668, 939]
notice-subtitle: ESTADO DE SÃO PAULO	[469, 1431, 547, 1438]
notice-signature: Trabiju, 11 de julho de 2025. MARCELO RODRIGUES FONSECA Prefeito Municipal	[458, 1220, 558, 1240]
notice-body: Objeto: CONTRATAÇÃO DE EMPRESA PARA O FORNECIMENTO DE UM BEM PÚBLICO DA ÁREA DESTINADA AO CAMAROTE PARA EXPLORAÇÃO COMERCIAL POR OCASIÃO DO 4º RODEIO DA BARRA, QUE ACONTECERÁ NO PERÍODO DE 14 A 16 DE AGOSTO DE 2025, CONFORME ESPECIFICAÇÃO TÉCNICA CONSTANTES NO EDITAL E SEUS ANEXOS. A realização da sessão será no dia 30/07/2025 – às 09h00 no endereço eletrônico: https://www.bbmnet.com.br/. O Edital completo está disponível para consulta e retirada no endereço eletrônico: www.saojoaquimdabarra.sp.gov.br e no Portal Nacional de Contratações Públicas (PNCP): www.pncp.gov.br/app/editais. Maiores informações poderão ser obtidas pelo telefone: (16) 3728-2427.	[348, 843, 668, 891]
notice-body: EDITAL Nº 055/2025 – PREGÃO ELETRÔNICO Nº 029/2025 – PROCESSO Nº 4085/2025. REGISTRO DE PREÇOS PARA FUTURA E EVENTUAL CONTRATAÇÃO DE EMPRESA ESPECIALIZADA NA PRESTAÇÃO DE SERVIÇOS DE BORRACHARIA. Início da Sessão de Disputa de Preços: às 09h do dia 30/07/2025. Local: Portal Compras BR - https://comprasbr.com.br	[9, 952, 333, 979]
coat-of-arms-icon	[7, 298, 29, 322]
police-badge-icon	[683, 681, 717, 715]
notice-policia-sao-sebastiao-1	[677, 556, 1007, 672]
section-title: Economia	[26, 24, 142, 54]
notice-title: PREFEITURA MUNICIPAL DE MIRACATU	[9, 920, 333, 938]
notice-porto-ferreira	[677, 272, 1007, 328]
notice-title: POLÍCIA CIVIL DO ESTADO DE SÃO PAULO DELEGACIA SECCIONAL DE POLÍCIA DE SÃO SEBASTIÃO	[683, 681, 1001, 716]
notice-body: PREGÃO ELETRÔNICO 074/2025 (EDITAL 083/2025), Aquisição de mídias planejáveis. Abertura das Propostas: 25/07/2025, às 08h30m. Início da Fase de Lances: 25/07/2025, às 09h30m. Acesso: bllcompras.com. Capivari, 11 de julho de 2025. RAFAEL ANTONELLI VENTURA – Secretário Municipal de Governo. PREGÃO ELETRÔNICO 075/2025 (EDITAL 084/2025), Aquisição de materiais de limpeza. Abertura das Propostas: 28/07/2025, às 13h00m. Início da Fase de Lances: 28/07/2025, às 13h30m. Acesso: bllcompras.com. Capivari, 11 de julho de 2025. ROBERT HENRIQUE LEAL DA SILVA – Secretário Municipal de Esporte. PREGÃO ELETRÔNICO 076/2025 (EDITAL 085/2025), Medicamentos, dietas enterais e fórmulas e nutricionais. Abertura das Propostas: 24/07/2025, às 08h30m. Início da Fase de Lances: 24/07/2025, às 09h30m. Acesso: bllcompras.com. Capivari, 11 de julho de 2025. MATEUS SOUSA DOS SANTOS – Secretário Municipal de Saúde. PREGÃO ELETRÔNICO 077/2025 (EDITAL 086/2025), Placas e materiais para sinalização de trânsito. Abertura das Propostas: 24/07/2025, às 08h30m. Início da Fase de Lances: 24/07/2025, às 09h30m. Acesso: bllcompras.com. Capivari, 11 de julho de 2025. MATEUS SOUSA DOS SANTOS – Secretário Municipal de Saúde. PREGÃO ELETRÔNICO 078/2025 (EDITAL 087/2025), Locação de plataformas de segurança com inteligência artificial. Abertura das Propostas: 29/07/2025, às 08h30m. Início da Fase de Lances: 29/07/2025, às 09h30m. Acesso: bllcompras.com. Capivari, 11 de julho de 2025. MAURO ROBERTO DE SOUZA JÚNIOR – Secretário Municipal de Segurança Pública. PREGÃO ELETRÔNICO 079/2025 (EDITAL 088/2025), Medicamentos e insumos e materiais de enfermagem e odontológicos. Abertura das Propostas: 25/07/2025, às 08h30m. Início da Fase de Lances: 25/07/2025, às 09h30m. Acesso: bllcompras.com. Capivari, 11 de julho de 2025. MATEUS SOUSA DOS SANTOS – Secretário Municipal de Saúde. PREGÃO ELETRÔNICO 080/2025 (EDITAL 089/2025), Aquisição de materiais de construção. Abertura das Propostas: 25/07/2025, às 08h30m. Início da Fase de Lances: 25/07/2025, às 09h30m. Acesso: bllcompras.com. Capivari, 11 de julho de 2025. RICARDO BASINATO – Secretário Municipal de Infraestrutura e Logística. PREGÃO ELETRÔNICO 081/2025 (EDITAL 090/2025), Materiais de consumo para uso nas unidades. Abertura das Propostas: 29/07/2025, às 08h30m. Início da Fase de Lances: 29/07/2025, às 09h30m. Acesso: bllcompras.com. Capivari, 11 de julho de 2025. MATEUS SOUSA DOS SANTOS – Secretário Municipal de Saúde. PREGÃO ELETRÔNICO 082/2025 (EDITAL 091/2025), Locação de Terminais Móveis de Dados e equipamentos de radiocomunicação em VHF/FM. Abertura das Propostas: 30/07/2025, às 08h30m. Início da Fase de Lances: 30/07/2025, às 09h30m. Acesso: bllcompras.com. Capivari, 11 de julho de 2025. MAURO ROBERTO DE SOUZA JÚNIOR – Secretário Municipal de Segurança Pública.	[683, 1371, 1001, 1625]
notice-body: PROC. ADM. Nº 984/2025. PREGÃO PRESENCIAL Nº 013/2025. OBJETO: REGISTRO DE PREÇOS PARA AQUISIÇÃO DE MEDICAMENTOS. TIPO: MENOR PREÇO POR ITEM. A SESSÃO DE DISPUTA QUE SERIA REALIZADA NO DIA 14/07/2025, ÀS 09H00, ESTÁ CANCELADA, DEVIDO A UM PEDIDO DE IMPUGNAÇÃO. O PROCESSO SERÁ SUSPENSO PARA ANÁLISE E EVENTUAL RETIFICAÇÃO. O EDITAL CORRIGIDO SERÁ PUBLICADO NOS MESMOS MEIOS DO ANTERIOR E ESTARÁ DISPONÍVEL NA SEDE DA PREFEITURA MUNICIPAL DE SALTO GRANDE OU PELO E-MAIL: LICITACAO.SALTOGRANDE@GMAIL.COM	[348, 690, 668, 731]
notice-subtitle: ACHA-SE ABERTO NA PREFEITURA DO MUNICÍPIO DE CAPIVARI-SP:	[683, 1362, 933, 1371]
notice-title: Prefeitura de Castilho	[7, 298, 335, 322]
